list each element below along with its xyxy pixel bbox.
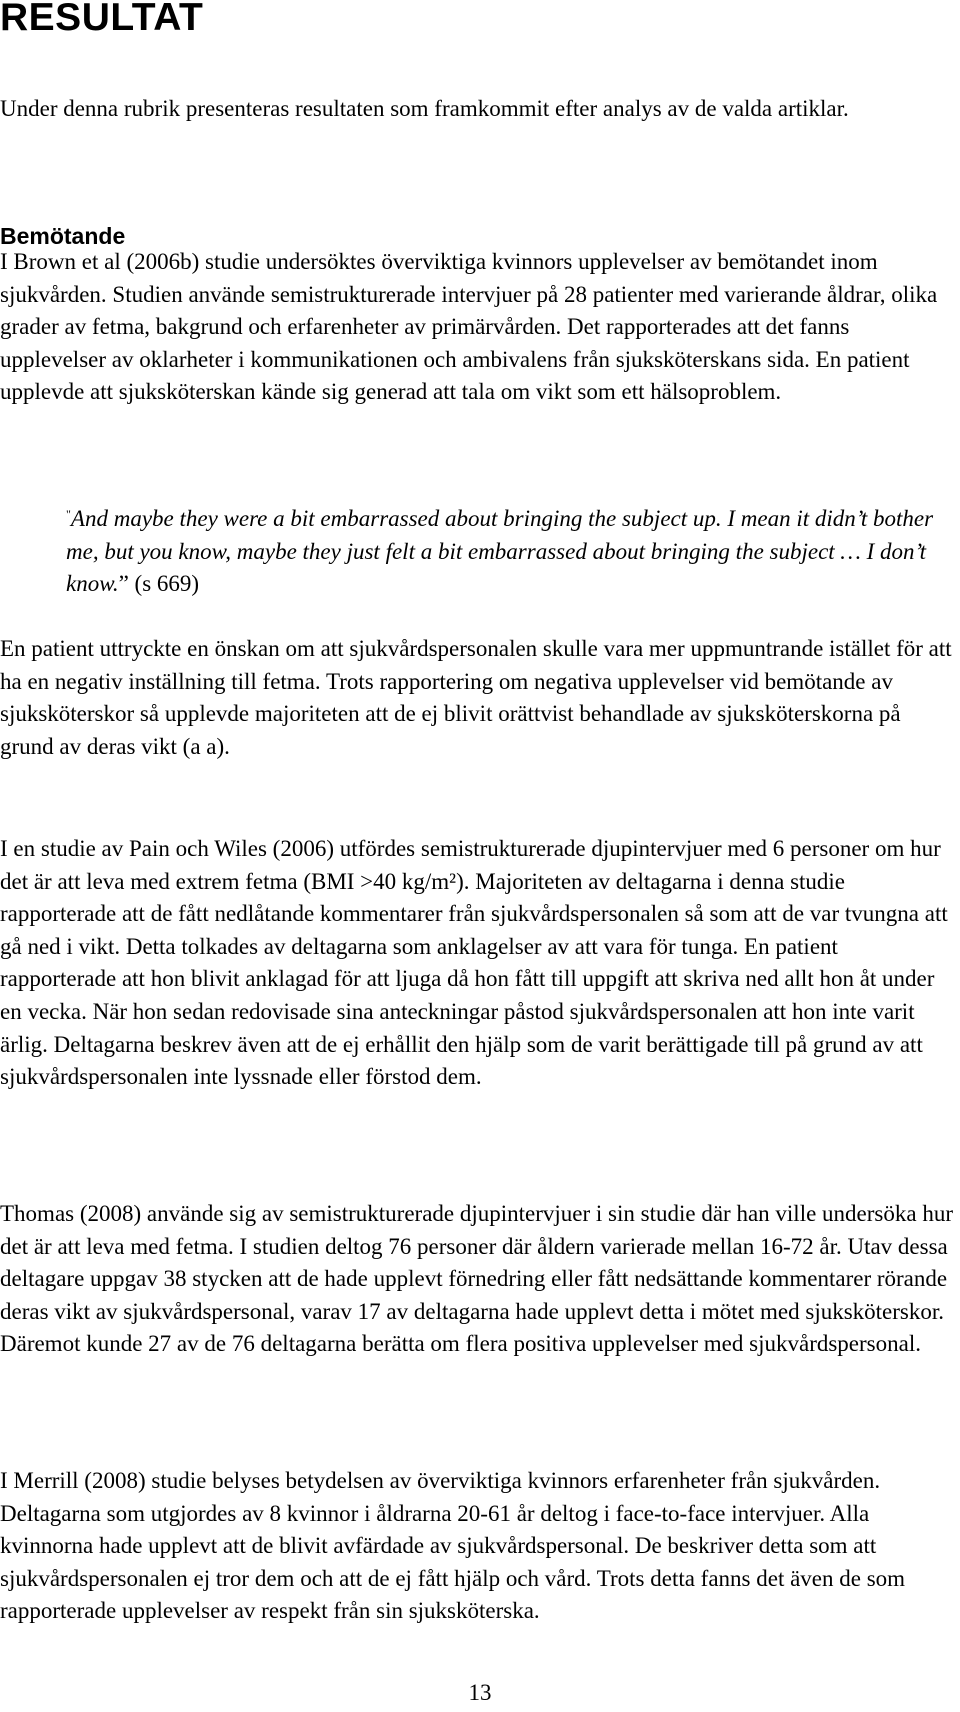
paragraph-pain-wiles: I en studie av Pain och Wiles (2006) utfördes semistrukturerade djupintervjuer med 6 personer om hur det är att leva med extrem fetma (BMI >40 kg/m²). Majoriteten av deltagarna i denna studie rapporterade att de fått nedlåtande kommentarer från sjukvårdspersonalen så som att de var tvungna att gå ned i vikt. Detta tolkades av deltagarna som anklagelser av att vara för tunga. En patient rapporterade att hon blivit anklagad för att ljuga då hon fått till uppgift att skriva ned allt hon åt under en vecka. När hon sedan redovisade sina anteckningar påstod sjukvårdspersonalen att hon inte varit ärlig. Deltagarna beskrev även att de ej erhållit den hjälp som de varit berättigade till på grund av att sjukvårdspersonalen inte lyssnade eller förstod dem. xyxy=(0,836,948,1090)
paragraph-thomas: Thomas (2008) använde sig av semistrukturerade djupintervjuer i sin studie där han ville undersöka hur det är att leva med fetma. I studien deltog 76 personer där åldern varierade mellan 16-72 år. Utav dessa deltagare uppgav 38 stycken att de hade upplevt förnedring eller fått nedsättande kommentarer rörande deras vikt av sjukvårdspersonal, varav 17 av deltagarna hade upplevt detta i mötet med sjuksköterskor. Däremot kunde 27 av de 76 deltagarna berätta om flera positiva upplevelser med sjukvårdspersonal. xyxy=(0,1201,953,1357)
intro-paragraph: Under denna rubrik presenteras resultaten som framkommit efter analys av de valda artiklar. xyxy=(0,96,849,121)
quote-text: And maybe they were a bit embarrassed about bringing the subject up. I mean it didn’t bother me, but you know, maybe they just felt a bit embarrassed about bringing the subject … I don’t know. xyxy=(66,506,934,597)
section-heading: Bemötande xyxy=(0,223,126,249)
block-quote xyxy=(66,498,946,601)
paragraph-patient-wish: En patient uttryckte en önskan om att sjukvårdspersonalen skulle vara mer uppmuntrande istället för att ha en negativ inställning till fetma. Trots rapportering om negativa upplevelser vid bemötande av sjuksköterskor så upplevde majoriteten att de ej blivit orättvist behandlade av sjuksköterskorna på grund av deras vikt (a a). xyxy=(0,636,952,759)
quote-open-mark: " xyxy=(66,507,71,521)
paragraph-merrill: I Merrill (2008) studie belyses betydelsen av överviktiga kvinnors erfarenheter från sjukvården. Deltagarna som utgjordes av 8 kvinnor i åldrarna 20-61 år deltog i face-to-face intervjuer. Alla kvinnorna hade upplevt att de blivit avfärdade av sjukvårdspersonal. De beskriver detta som att sjukvårdspersonalen ej tror dem och att de ej fått hjälp och vård. Trots detta fanns det även de som rapporterade upplevelser av respekt från sin sjuksköterska. xyxy=(0,1468,906,1624)
quote-citation: ” (s 669) xyxy=(118,571,200,597)
page-number: 13 xyxy=(468,1680,492,1705)
page-title: RESULTAT xyxy=(0,0,204,39)
paragraph-brown: I Brown et al (2006b) studie undersöktes överviktiga kvinnors upplevelser av bemötandet inom sjukvården. Studien använde semistrukturerade intervjuer på 28 patienter med varierande åldrar, olika grader av fetma, bakgrund och erfarenheter av primärvården. Det rapporterades att det fanns upplevelser av oklarheter i kommunikationen och ambivalens från sjuksköterskans sida. En patient upplevde att sjuksköterskan kände sig generad att tala om vikt som ett hälsoproblem. xyxy=(0,249,938,405)
